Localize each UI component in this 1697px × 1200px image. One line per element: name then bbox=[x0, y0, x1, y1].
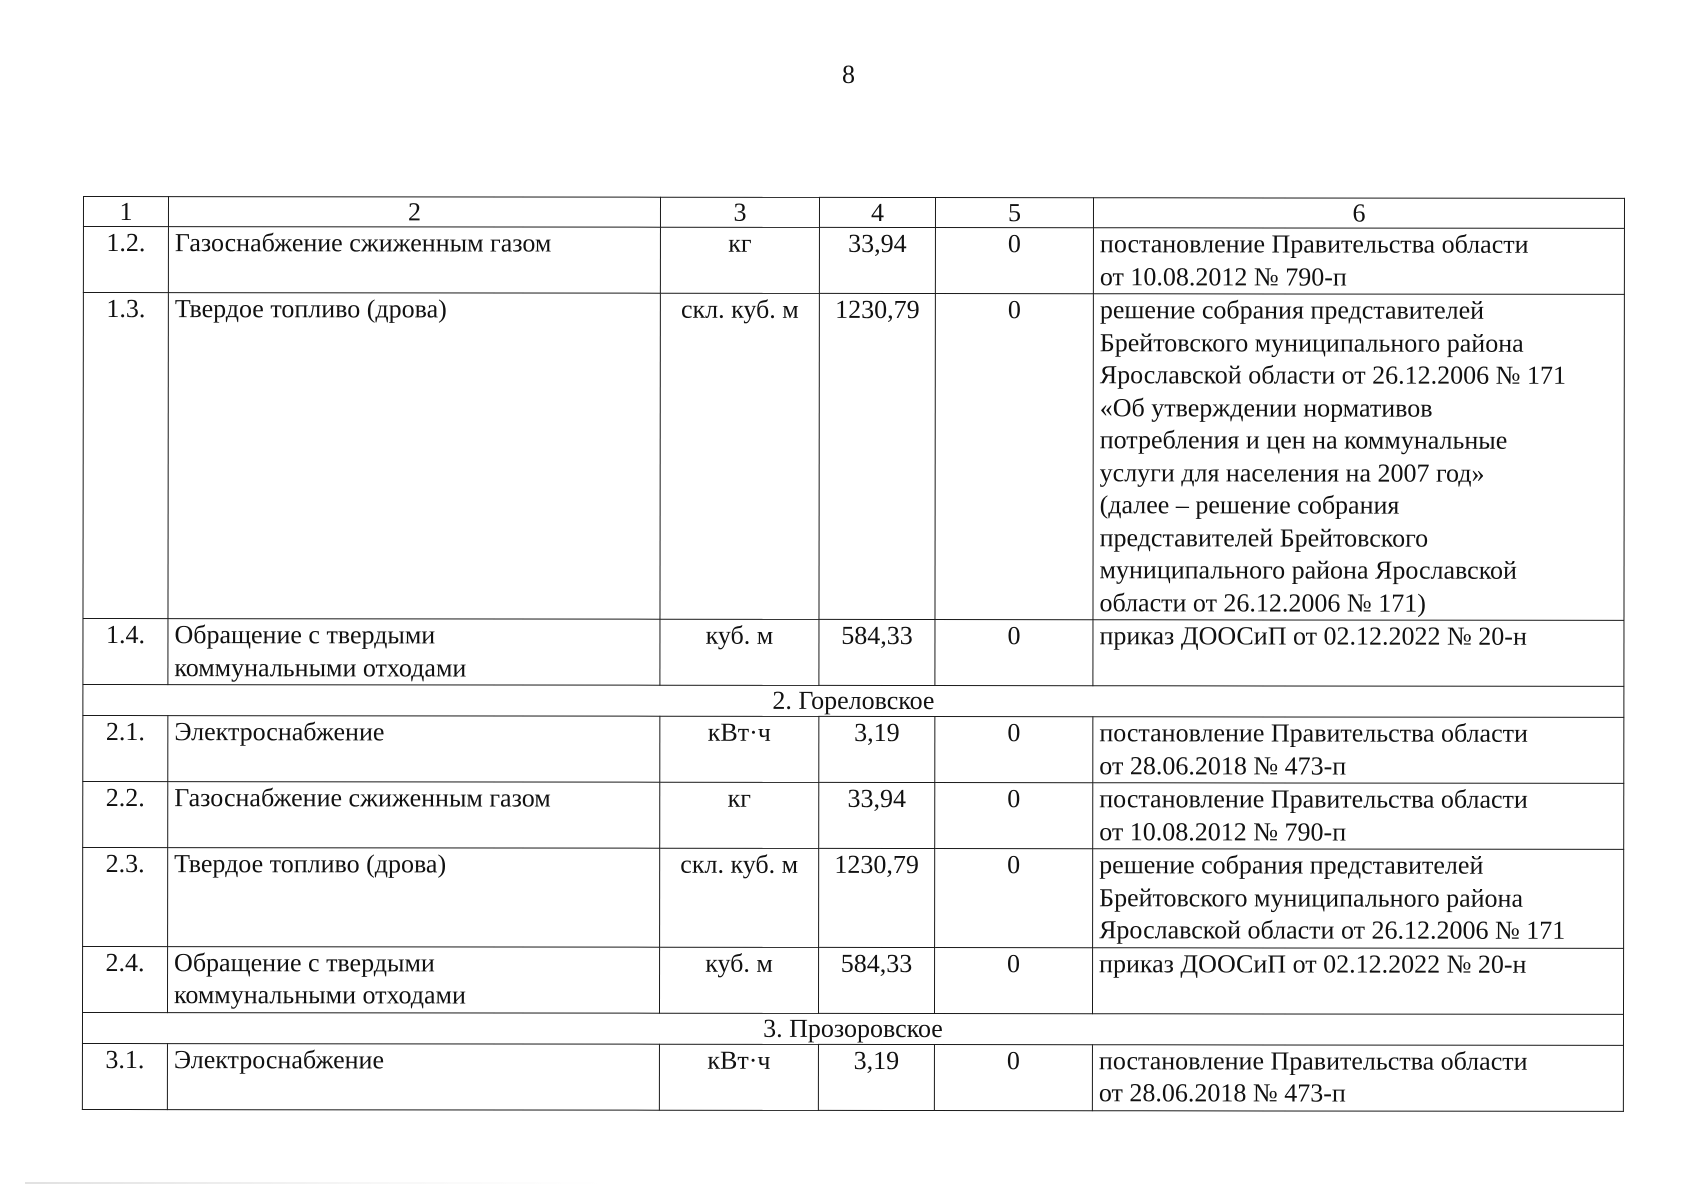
table-row bbox=[83, 227, 1624, 295]
unit: кг bbox=[660, 227, 819, 293]
legal-reference: приказ ДООСиП от 02.12.2022 № 20-н bbox=[1093, 620, 1624, 687]
table-row bbox=[83, 716, 1624, 784]
column-5-value: 0 bbox=[935, 620, 1093, 686]
table-row bbox=[83, 946, 1624, 1014]
legal-reference: постановление Правительства области от 28.06.2018 № 473-п bbox=[1093, 717, 1624, 784]
column-5-value: 0 bbox=[935, 228, 1093, 294]
unit: куб. м bbox=[660, 947, 819, 1013]
column-number-6: 6 bbox=[1093, 198, 1624, 229]
norm-value: 3,19 bbox=[818, 1044, 934, 1110]
unit: кВт·ч bbox=[659, 1044, 818, 1110]
row-number: 1.3. bbox=[83, 293, 168, 619]
column-5-value: 0 bbox=[935, 849, 1093, 948]
unit: куб. м bbox=[660, 619, 819, 685]
norm-value: 1230,79 bbox=[819, 848, 935, 947]
legal-reference: постановление Правительства области от 10.08.2012 № 790-п bbox=[1093, 783, 1624, 850]
table-row bbox=[83, 619, 1624, 687]
table-header-row bbox=[83, 197, 1624, 229]
legal-reference: решение собрания представителей Брейтовского муниципального района Ярославской области от 26.12.2006 № 171 «Об утверждении нормативов потребления и цен на коммунальные услуги для населения на 2007 год» (далее – решение собрания представителей Брейтовского муниципального района Ярославской области от 26.12.2006 № 171) bbox=[1093, 294, 1624, 621]
row-number: 1.2. bbox=[83, 227, 168, 293]
table-row bbox=[83, 782, 1624, 850]
service-name: Электроснабжение bbox=[168, 716, 660, 783]
legal-reference: решение собрания представителей Брейтовского муниципального района Ярославской области от 26.12.2006 № 171 bbox=[1093, 849, 1624, 948]
norms-table bbox=[82, 196, 1625, 1111]
column-number-2: 2 bbox=[168, 197, 660, 228]
scan-artifact-line bbox=[25, 1182, 605, 1184]
norm-value: 584,33 bbox=[819, 619, 935, 685]
legal-reference: постановление Правительства области от 10.08.2012 № 790-п bbox=[1093, 228, 1624, 295]
table-row bbox=[83, 293, 1624, 621]
norm-value: 33,94 bbox=[819, 782, 935, 848]
section-title: 2. Гореловское bbox=[83, 685, 1624, 718]
service-name: Твердое топливо (дрова) bbox=[168, 293, 660, 620]
column-5-value: 0 bbox=[935, 947, 1093, 1013]
unit: кВт·ч bbox=[660, 716, 819, 782]
row-number: 3.1. bbox=[82, 1043, 167, 1109]
service-name: Газоснабжение сжиженным газом bbox=[168, 227, 660, 294]
column-number-3: 3 bbox=[660, 197, 819, 227]
service-name: Электроснабжение bbox=[167, 1043, 659, 1110]
norm-value: 3,19 bbox=[819, 716, 935, 782]
section-row-gorelovskoe bbox=[83, 685, 1624, 718]
unit: кг bbox=[660, 782, 819, 848]
column-number-1: 1 bbox=[83, 197, 168, 227]
column-5-value: 0 bbox=[935, 294, 1093, 620]
row-number: 2.4. bbox=[83, 946, 168, 1012]
legal-reference: приказ ДООСиП от 02.12.2022 № 20-н bbox=[1093, 947, 1624, 1014]
row-number: 1.4. bbox=[83, 619, 168, 685]
table-row bbox=[83, 848, 1624, 948]
column-5-value: 0 bbox=[935, 783, 1093, 849]
section-title: 3. Прозоровское bbox=[82, 1012, 1623, 1045]
unit: скл. куб. м bbox=[660, 848, 819, 947]
norm-value: 33,94 bbox=[819, 227, 935, 293]
service-name: Газоснабжение сжиженным газом bbox=[168, 782, 660, 849]
column-5-value: 0 bbox=[934, 1044, 1092, 1110]
row-number: 2.1. bbox=[83, 716, 168, 782]
norm-value: 1230,79 bbox=[819, 293, 935, 619]
row-number: 2.3. bbox=[83, 848, 168, 947]
column-number-5: 5 bbox=[935, 198, 1093, 228]
column-number-4: 4 bbox=[819, 197, 935, 227]
unit: скл. куб. м bbox=[660, 293, 819, 619]
service-name: Обращение с твердыми коммунальными отходами bbox=[168, 619, 660, 686]
section-row-prozorovskoe bbox=[82, 1012, 1623, 1045]
service-name: Твердое топливо (дрова) bbox=[168, 848, 660, 947]
table-row bbox=[82, 1043, 1623, 1111]
legal-reference: постановление Правительства области от 28.06.2018 № 473-п bbox=[1092, 1044, 1623, 1111]
row-number: 2.2. bbox=[83, 782, 168, 848]
page-number: 8 bbox=[842, 60, 855, 89]
norm-value: 584,33 bbox=[819, 947, 935, 1013]
column-5-value: 0 bbox=[935, 717, 1093, 783]
service-name: Обращение с твердыми коммунальными отходами bbox=[168, 946, 660, 1013]
